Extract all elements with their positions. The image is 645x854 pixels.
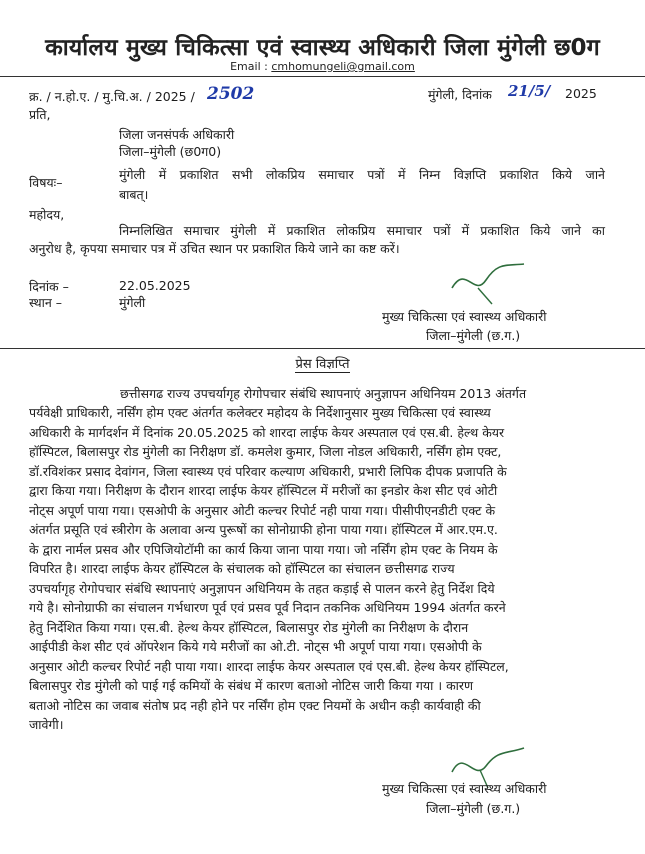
date-label: दिनांक – <box>29 279 69 294</box>
office-title: कार्यालय मुख्य चिकित्सा एवं स्वास्थ्य अधिकारी जिला मुंगेली छ0ग <box>45 35 600 61</box>
recipient-line-2: जिला–मुंगेली (छ0ग0) <box>119 144 222 159</box>
press-line-12: गये है। सोनोग्राफी का संचालन गर्भधारण पूर्व एवं प्रसव पूर्व निदान तकनिक अधिनियम 1994 अंतर्गत करने <box>29 600 506 615</box>
subject-line-1: मुंगेली में प्रकाशित सभी लोकप्रिय समाचार पत्रों में निम्न विज्ञप्ति प्रकाशित किये जाने <box>119 167 605 182</box>
header-divider <box>0 76 645 77</box>
handwritten-date: 21/5/ <box>508 82 551 100</box>
press-line-1: छत्तीसगढ राज्य उपचर्यागृह रोगोपचार संबंधि स्थापनाएं अनुज्ञापन अधिनियम 2013 अंतर्गत <box>120 386 527 401</box>
press-line-8: अंतर्गत प्रसूति एवं स्त्रीरोग के अलावा अन्य पुरूषों का सोनोग्राफी होना पाया गया। हॉस्पिटल में आर.एम.ए. <box>29 522 498 537</box>
subject-label: विषयः– <box>29 175 63 190</box>
press-line-15: अनुसार ओटी कल्चर रिपोर्ट नही पाया गया। शारदा लाईफ केयर अस्पताल एवं एस.बी. हेल्थ केयर हॉस्पिटल, <box>29 659 509 674</box>
handwritten-ref-number: 2502 <box>207 84 255 104</box>
press-line-10: विपरित है। शारदा लाईफ केयर हॉस्पिटल के संचालक को हॉस्पिटल का संचालन छत्तीसगढ राज्य <box>29 561 455 576</box>
press-line-4: हॉस्पिटल, बिलासपुर रोड मुंगेली का निरीक्षण डॉ. कमलेश कुमार, जिला नोडल अधिकारी, नर्सिंग होम एक्ट, <box>29 444 502 459</box>
press-line-9: के द्वारा नार्मल प्रसव और एपिजियोटॉमी का कार्य किया जाना पाया गया। जो नर्सिंग होम एक्ट के नियम के <box>29 542 498 557</box>
salutation: महोदय, <box>29 207 65 222</box>
body-line-2: अनुरोध है, कृपया समाचार पत्र में उचित स्थान पर प्रकाशित किये जाने का कष्ट करें। <box>29 241 400 256</box>
press-release-title-text: प्रेस विज्ञप्ति <box>295 357 350 372</box>
press-line-6: द्वारा किया गया। निरीक्षण के दौरान शारदा लाईफ केयर हॉस्पिटल में मरीजों का इनडोर केश सीट एवं ओटी <box>29 483 498 498</box>
signatory-title-1: मुख्य चिकित्सा एवं स्वास्थ्य अधिकारी <box>382 309 547 324</box>
press-line-18: जावेगी। <box>29 717 64 732</box>
signatory-title-2: मुख्य चिकित्सा एवं स्वास्थ्य अधिकारी <box>382 781 547 796</box>
press-line-17: बताओ नोटिस का जवाब संतोष प्रद नही होने पर नर्सिंग होम एक्ट नियमों के अधीन कड़ी कार्यवाही की <box>29 698 481 713</box>
to-label: प्रति, <box>29 107 51 122</box>
press-line-13: हेतु निर्देशित किया गया। एस.बी. हेल्थ केयर हॉस्पिटल, बिलासपुर रोड मुंगेली का निरीक्षण के दौरान <box>29 620 469 635</box>
reference-number: क्र. / न.हो.ए. / मु.चि.अ. / 2025 / <box>29 89 195 104</box>
body-line-1: निम्नलिखित समाचार मुंगेली में प्रकाशित लोकप्रिय समाचार पत्रों में प्रकाशित किये जाने का <box>119 223 605 238</box>
subject-line-2: बाबत्। <box>119 187 149 202</box>
date-value: 22.05.2025 <box>119 278 191 293</box>
press-line-3: अधिकारी के मार्गदर्शन में दिनांक 20.05.2025 को शारदा लाईफ केयर अस्पताल एवं एस.बी. हेल्थ केयर <box>29 425 505 440</box>
place-date-label: मुंगेली, दिनांक <box>428 87 492 102</box>
place-label: स्थान – <box>29 295 62 310</box>
recipient-line-1: जिला जनसंपर्क अधिकारी <box>119 127 235 142</box>
press-line-16: बिलासपुर रोड मुंगेली को पाई गई कमियों के संबंध में कारण बताओ नोटिस जारी किया गया । कारण <box>29 678 474 693</box>
email-label: Email : <box>230 60 268 73</box>
press-line-2: पर्यवेक्षी प्राधिकारी, नर्सिंग होम एक्ट अंतर्गत कलेक्टर महोदय के निर्देशानुसार मुख्य चिकित्सा एवं स्वास्थ्य <box>29 405 491 420</box>
signatory-district-2: जिला–मुंगेली (छ.ग.) <box>426 801 521 816</box>
signatory-district-1: जिला–मुंगेली (छ.ग.) <box>426 328 521 343</box>
press-line-11: उपचर्यागृह रोगोपचार संबंधि स्थापनाएं अनुज्ञापन अधिनियम के तहत कड़ाई से पालन करने हेतु निर्देश दिये <box>29 581 495 596</box>
email-line <box>0 60 645 73</box>
press-line-5: डॉ.रविशंकर प्रसाद देवांगन, जिला स्वास्थ्य एवं परिवार कल्याण अधिकारी, प्रभारी लिपिक दीपक प्रजापति के <box>29 464 507 479</box>
email-address[interactable]: cmhomungeli@gmail.com <box>271 60 415 73</box>
press-line-14: आईपीडी केश सीट एवं ऑपरेशन किये गये मरीजों का ओ.टी. नोट्स भी अपूर्ण पाया गया। एसओपी के <box>29 639 482 654</box>
press-release-title <box>0 354 645 372</box>
letter-year: 2025 <box>565 86 597 101</box>
signature-1-mark <box>448 258 528 306</box>
place-value: मुंगेली <box>119 295 146 310</box>
press-line-7: नोट्स अपूर्ण पाया गया। एसओपी के अनुसार ओटी कल्चर रिपोर्ट नही पाया गया। पीसीपीएनडीटी एक्ट के <box>29 503 496 518</box>
section-divider <box>0 348 645 349</box>
